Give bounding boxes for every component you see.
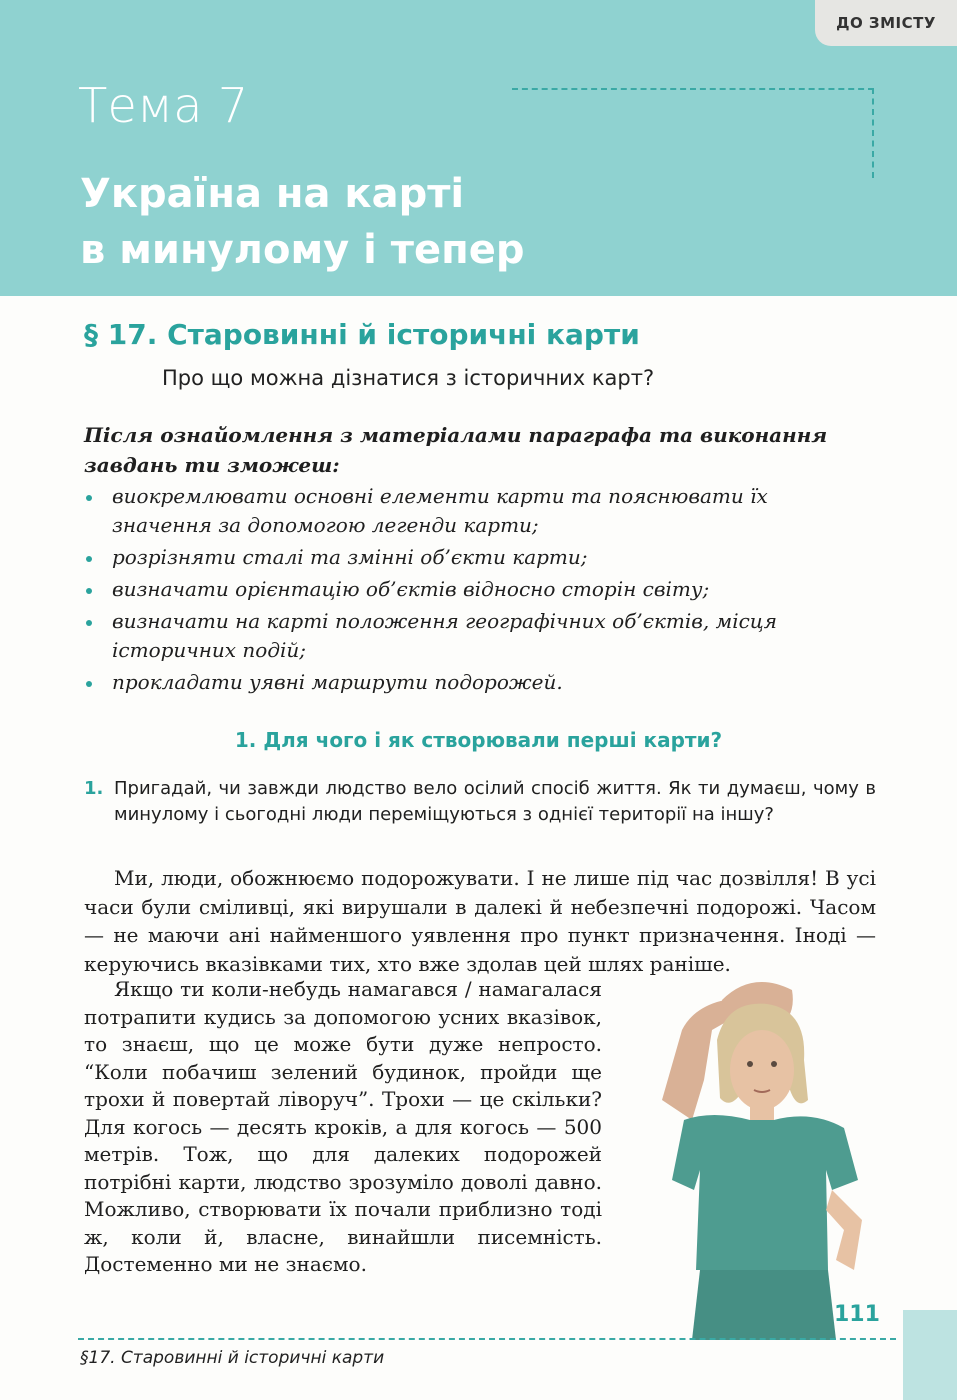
list-item: розрізняти сталі та змінні об’єкти карти;: [84, 543, 844, 572]
body-paragraph-1: Ми, люди, обожнюємо подорожувати. І не лише під час дозвілля! В усі часи були сміливці, які вирушали в далекі й небезпечні подорожі. Часом — не маючи ані найменшого уявлення про пункт призначення. Іноді — керуючись вказівками тих, хто вже здолав цей шлях раніше.: [84, 866, 876, 976]
bullet-icon: [86, 620, 92, 626]
task-1: [84, 776, 876, 828]
bullet-icon: [86, 588, 92, 594]
list-item: визначати на карті положення географічних об’єктів, місця історичних подій;: [84, 607, 844, 665]
subsection-heading: 1. Для чого і як створювали перші карти?: [234, 728, 723, 752]
footer-dashed-line: [78, 1338, 896, 1340]
learning-goals-list: [84, 482, 844, 700]
list-item: визначати орієнтацію об’єктів відносно сторін світу;: [84, 575, 844, 604]
running-title: §17. Старовинні й історичні карти: [80, 1348, 385, 1368]
body-paragraph-2: Якщо ти коли-небудь намагався / намагалася потрапити кудись за допомогою усних вказівок, то знаєш, що це може бути дуже непросто. “Коли побачиш зелений будинок, пройди ще трохи й повертай ліворуч”. Трохи — це скільки? Для когось — десять кроків, а для когось — 500 метрів. Тож, що для далеких подорожей потрібні карти, людство зрозуміло доволі давно. Можливо, створювати їх почали приблизно тоді ж, коли й, власне, винайшли писемність. Достеменно ми не знаємо.: [84, 977, 602, 1276]
banner-dashed-line-vertical: [872, 88, 874, 178]
section-title: § 17. Старовинні й історичні карти: [84, 318, 640, 351]
list-item: виокремлювати основні елементи карти та пояснювати їх значення за допомогою легенди карти;: [84, 482, 844, 540]
topic-title: [80, 166, 525, 278]
list-item: прокладати уявні маршрути подорожей.: [84, 668, 844, 697]
bullet-icon: [86, 681, 92, 687]
page-number: 111: [834, 1302, 880, 1327]
girl-thinking-photo: [622, 970, 890, 1340]
topic-title-line2: в минулому і тепер: [80, 227, 525, 273]
toc-link[interactable]: ДО ЗМІСТУ: [815, 0, 957, 46]
section-question: Про що можна дізнатися з історичних карт?: [162, 366, 655, 390]
banner-dashed-line: [512, 88, 874, 90]
bullet-icon: [86, 556, 92, 562]
task-number: 1.: [84, 778, 104, 799]
bullet-icon: [86, 495, 92, 501]
learning-goals-intro: Після ознайомлення з матеріалами параграфа та виконання завдань ти зможеш:: [84, 423, 828, 477]
page-edge-strip: [903, 1310, 957, 1400]
topic-number: Тема 7: [78, 78, 249, 134]
topic-title-line1: Україна на карті: [80, 171, 465, 217]
task-text: Пригадай, чи завжди людство вело осілий спосіб життя. Як ти думаєш, чому в минулому і сьогодні люди переміщуються з однієї території на іншу?: [114, 778, 876, 825]
